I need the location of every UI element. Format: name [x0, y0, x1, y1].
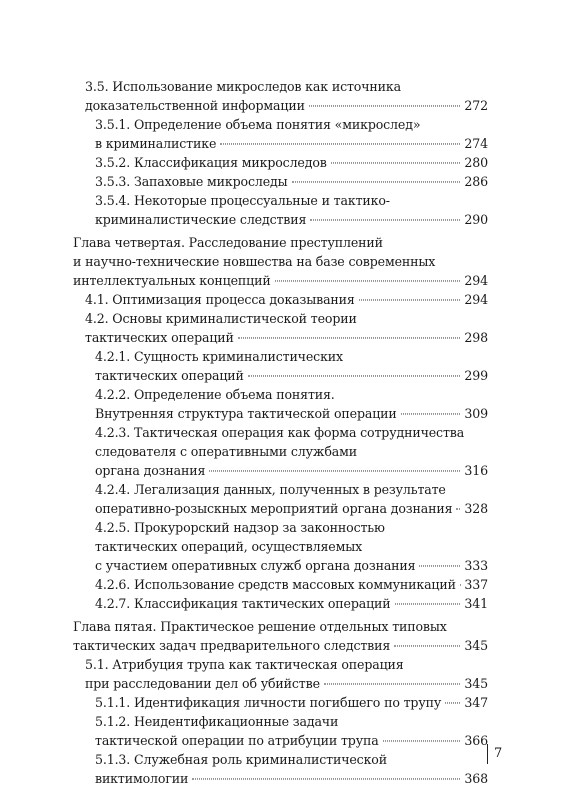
- toc-entry-title-line: 5.1.2. Неидентификационные задачи: [95, 714, 339, 729]
- toc-entry-title-line: 4.2. Основы криминалистической теории: [85, 311, 357, 326]
- dot-leader: [331, 155, 461, 164]
- toc-entry-title-line: тактических операций: [85, 330, 234, 345]
- toc-entry: [73, 290, 488, 309]
- toc-entry-title-line: 5.1.3. Служебная роль криминалистической: [95, 752, 387, 767]
- toc-entry-title-line: 4.2.1. Сущность криминалистических: [95, 349, 343, 364]
- toc-entry-title-line: Внутренняя структура тактической операции: [95, 406, 397, 421]
- toc-entry-title-line: интеллектуальных концепций: [73, 273, 271, 288]
- dot-leader: [401, 406, 461, 415]
- dot-leader: [359, 292, 461, 301]
- toc-entry-title-line: следователя с оперативными службами: [95, 444, 358, 459]
- toc-entry-last-line: [95, 575, 488, 594]
- toc-entry-last-line: [95, 461, 488, 480]
- dot-leader: [445, 695, 460, 704]
- toc-entry-page: 290: [464, 212, 488, 227]
- toc-entry-last-line: [85, 328, 488, 347]
- toc-entry-last-line: [85, 96, 488, 115]
- toc-entry-title-line: тактических задач предварительного следствия: [73, 638, 391, 653]
- toc-entry-title-line: 4.2.7. Классификация тактических операций: [95, 596, 391, 611]
- toc-entry-title-line: тактической операции по атрибуции трупа: [95, 733, 379, 748]
- toc-entry-page: 333: [464, 558, 488, 573]
- dot-leader: [275, 273, 461, 282]
- toc-entry-last-line: [73, 271, 488, 290]
- toc-entry-title-line: 3.5.3. Запаховые микроследы: [95, 174, 288, 189]
- toc-entry-page: 280: [464, 155, 488, 170]
- toc-entry-last-line: [85, 290, 488, 309]
- dot-leader: [383, 733, 461, 742]
- toc-chapter: [73, 233, 488, 290]
- dot-leader: [394, 638, 460, 647]
- dot-leader: [456, 501, 460, 510]
- toc-entry-page: 299: [464, 368, 488, 383]
- dot-leader: [209, 463, 460, 472]
- toc-entry-page: 298: [464, 330, 488, 345]
- toc-entry-last-line: [95, 693, 488, 712]
- toc-entry-title-line: 5.1. Атрибуция трупа как тактическая операция: [85, 657, 404, 672]
- toc-entry-last-line: [95, 172, 488, 191]
- toc-entry-last-line: [73, 636, 488, 655]
- toc-entry-last-line: [95, 594, 488, 613]
- table-of-contents: [73, 77, 488, 788]
- dot-leader: [238, 330, 461, 339]
- toc-entry-title-line: 3.5.1. Определение объема понятия «микрослед»: [95, 117, 421, 132]
- toc-entry-title-line: органа дознания: [95, 463, 206, 478]
- toc-entry-title-line: доказательственной информации: [85, 98, 305, 113]
- toc-entry-title-line: 4.2.5. Прокурорский надзор за законностью: [95, 520, 385, 535]
- toc-entry-title-line: 4.2.3. Тактическая операция как форма сотрудничества: [95, 425, 465, 440]
- toc-entry-page: 337: [464, 577, 488, 592]
- toc-entry-title-line: Глава пятая. Практическое решение отдельных типовых: [73, 619, 447, 634]
- toc-entry-page: 272: [464, 98, 488, 113]
- page-number-text: 7: [494, 746, 503, 761]
- toc-entry: [73, 153, 488, 172]
- toc-entry-last-line: [95, 366, 488, 385]
- toc-entry-title-line: оперативно-розыскных мероприятий органа дознания: [95, 501, 453, 516]
- dot-leader: [324, 676, 461, 685]
- toc-entry-page: 347: [464, 695, 488, 710]
- toc-entry-title-line: Глава четвертая. Расследование преступлений: [73, 235, 383, 250]
- toc-entry-title-line: 3.5.2. Классификация микроследов: [95, 155, 327, 170]
- toc-entry: [73, 480, 488, 518]
- toc-entry-last-line: [85, 674, 488, 693]
- toc-entry-title-line: 4.2.4. Легализация данных, полученных в результате: [95, 482, 446, 497]
- toc-entry-last-line: [95, 731, 488, 750]
- toc-entry: [73, 423, 488, 480]
- dot-leader: [419, 558, 460, 567]
- dot-leader: [395, 596, 461, 605]
- toc-entry-title-line: 3.5. Использование микроследов как источника: [85, 79, 401, 94]
- toc-entry-title-line: криминалистические следствия: [95, 212, 307, 227]
- toc-entry: [73, 77, 488, 115]
- toc-entry-page: 294: [464, 273, 488, 288]
- toc-entry-last-line: [95, 210, 488, 229]
- toc-entry: [73, 750, 488, 788]
- toc-entry-page: 316: [464, 463, 488, 478]
- dot-leader: [310, 212, 460, 221]
- toc-entry-last-line: [95, 556, 488, 575]
- toc-entry: [73, 693, 488, 712]
- toc-entry-page: 345: [464, 638, 488, 653]
- toc-entry-last-line: [95, 134, 488, 153]
- toc-entry: [73, 712, 488, 750]
- dot-leader: [309, 98, 461, 107]
- toc-entry-title-line: тактических операций, осуществляемых: [95, 539, 363, 554]
- toc-entry-page: 309: [464, 406, 488, 421]
- toc-entry-page: 294: [464, 292, 488, 307]
- dot-leader: [192, 771, 460, 780]
- toc-entry-last-line: [95, 153, 488, 172]
- toc-entry-last-line: [95, 769, 488, 788]
- toc-entry-title-line: 4.2.6. Использование средств массовых коммуникаций: [95, 577, 456, 592]
- dot-leader: [220, 136, 460, 145]
- toc-entry-page: 345: [464, 676, 488, 691]
- toc-entry: [73, 575, 488, 594]
- toc-entry-page: 341: [464, 596, 488, 611]
- toc-entry-title-line: при расследовании дел об убийстве: [85, 676, 320, 691]
- toc-entry-title-line: 5.1.1. Идентификация личности погибшего по трупу: [95, 695, 442, 710]
- toc-entry: [73, 191, 488, 229]
- toc-entry: [73, 172, 488, 191]
- toc-entry-title-line: тактических операций: [95, 368, 244, 383]
- toc-entry-page: 286: [464, 174, 488, 189]
- toc-entry-title-line: и научно-технические новшества на базе современных: [73, 254, 436, 269]
- toc-entry-title-line: 4.2.2. Определение объема понятия.: [95, 387, 335, 402]
- toc-entry: [73, 309, 488, 347]
- toc-entry-page: 274: [464, 136, 488, 151]
- toc-entry: [73, 518, 488, 575]
- toc-entry-title-line: в криминалистике: [95, 136, 217, 151]
- toc-entry-title-line: виктимологии: [95, 771, 189, 786]
- page-number: [487, 744, 502, 764]
- toc-entry-last-line: [95, 404, 488, 423]
- toc-entry: [73, 594, 488, 613]
- toc-entry-title-line: 3.5.4. Некоторые процессуальные и тактико-: [95, 193, 390, 208]
- toc-entry-page: 366: [464, 733, 488, 748]
- dot-leader: [292, 174, 461, 183]
- toc-entry: [73, 655, 488, 693]
- toc-entry-title-line: с участием оперативных служб органа дознания: [95, 558, 416, 573]
- dot-leader: [460, 577, 461, 586]
- dot-leader: [248, 368, 461, 377]
- toc-entry-page: 328: [464, 501, 488, 516]
- toc-entry: [73, 347, 488, 385]
- toc-entry: [73, 115, 488, 153]
- toc-entry-title-line: 4.1. Оптимизация процесса доказывания: [85, 292, 355, 307]
- toc-entry-last-line: [95, 499, 488, 518]
- toc-chapter: [73, 617, 488, 655]
- toc-entry: [73, 385, 488, 423]
- toc-entry-page: 368: [464, 771, 488, 786]
